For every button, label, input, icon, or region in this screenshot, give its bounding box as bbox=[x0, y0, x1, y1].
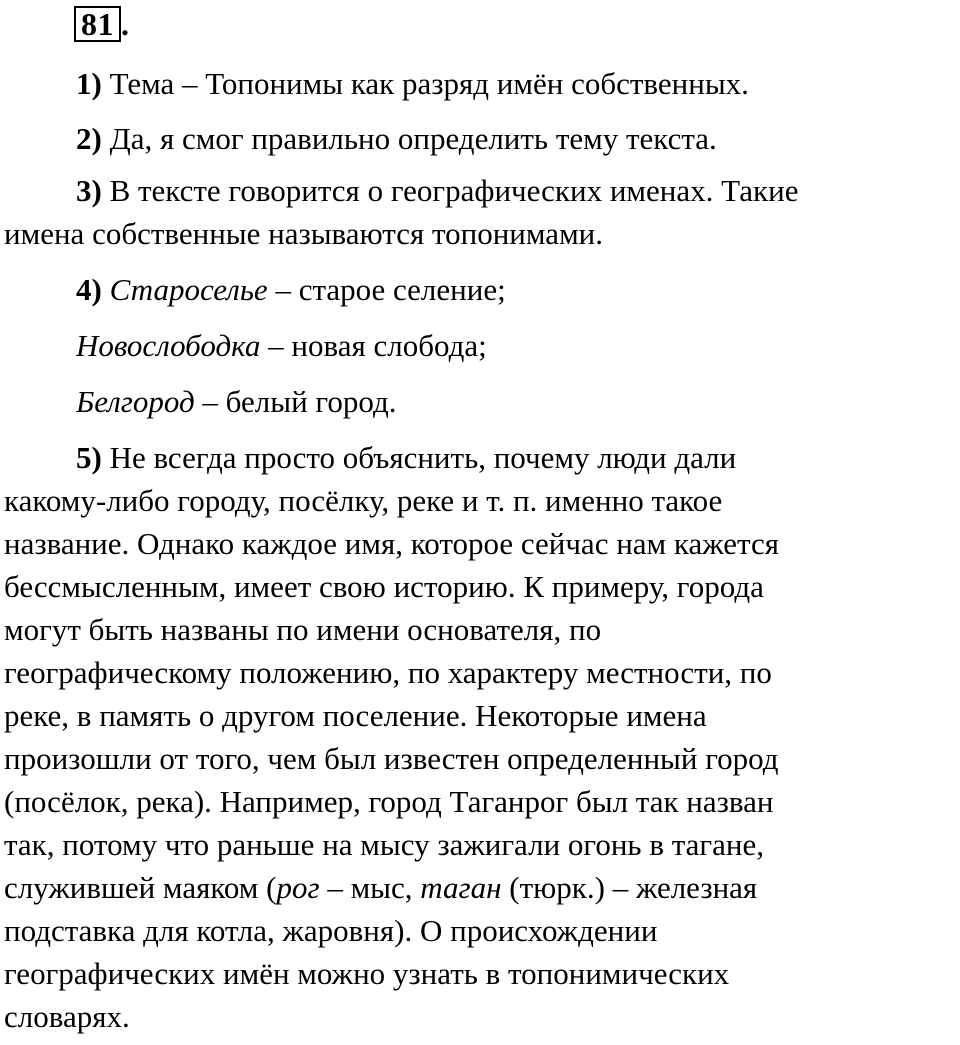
item-5-line-1 bbox=[76, 440, 960, 476]
item-5-line-11-c: – мыс, bbox=[319, 870, 421, 905]
toponym-word: Белгород bbox=[76, 384, 195, 419]
item-2-text: Да, я смог правильно определить тему текста. bbox=[101, 121, 717, 156]
item-5-line-14: словарях. bbox=[4, 999, 130, 1034]
item-5-line-10: так, потому что раньше на мысу зажигали огонь в тагане, bbox=[4, 827, 764, 862]
item-3-line-2: имена собственные называются топонимами. bbox=[4, 216, 604, 251]
word-rog: рог bbox=[276, 870, 320, 905]
item-5-line-8: произошли от того, чем был известен определенный город bbox=[4, 741, 779, 776]
item-5-line-6: географическому положению, по характеру местности, по bbox=[4, 655, 772, 690]
toponym-word: Староселье bbox=[109, 272, 268, 307]
item-2 bbox=[76, 121, 960, 157]
task-number bbox=[74, 6, 130, 42]
toponym-meaning: – белый город. bbox=[194, 384, 397, 419]
item-5-line-3: название. Однако каждое имя, которое сейчас нам кажется bbox=[4, 526, 779, 561]
item-5-line-5: могут быть названы по имени основателя, по bbox=[4, 612, 602, 647]
item-5-line-11-e: (тюрк.) – железная bbox=[501, 870, 758, 905]
item-5-line-2: какому-либо городу, посёлку, реке и т. п. именно такое bbox=[4, 483, 723, 518]
item-3-line-1 bbox=[76, 173, 960, 209]
item-4-row-2 bbox=[76, 328, 960, 364]
item-3-text-1: В тексте говорится о географических именах. Такие bbox=[101, 173, 799, 208]
item-3-label: 3) bbox=[76, 173, 102, 208]
item-1-label: 1) bbox=[76, 66, 102, 101]
item-5-line-7: реке, в память о другом поселение. Некоторые имена bbox=[4, 698, 707, 733]
item-4-label: 4) bbox=[76, 272, 102, 307]
item-5-line-11-a: служившей маяком ( bbox=[4, 870, 277, 905]
item-5-line-12: подставка для котла, жаровня). О происхождении bbox=[4, 913, 658, 948]
toponym-meaning: – старое селение; bbox=[267, 272, 506, 307]
item-4-row-3 bbox=[76, 384, 960, 420]
item-2-label: 2) bbox=[76, 121, 102, 156]
item-5-line-4: бессмысленным, имеет свою историю. К примеру, города bbox=[4, 569, 764, 604]
item-5-line-9: (посёлок, река). Например, город Таганрог был так назван bbox=[4, 784, 774, 819]
item-5-text-1: Не всегда просто объяснить, почему люди дали bbox=[101, 440, 737, 475]
task-number-box: 81 bbox=[74, 6, 121, 42]
task-number-dot: . bbox=[121, 6, 130, 42]
toponym-word: Новослободка bbox=[76, 328, 261, 363]
word-tagan: таган bbox=[420, 870, 502, 905]
item-1-text: Тема – Топонимы как разряд имён собственных. bbox=[101, 66, 749, 101]
item-5-line-11 bbox=[4, 870, 960, 906]
item-1 bbox=[76, 66, 960, 102]
item-5-line-13: географических имён можно узнать в топонимических bbox=[4, 956, 730, 991]
item-4-row-1 bbox=[76, 272, 960, 308]
toponym-meaning: – новая слобода; bbox=[260, 328, 487, 363]
item-5-label: 5) bbox=[76, 440, 102, 475]
